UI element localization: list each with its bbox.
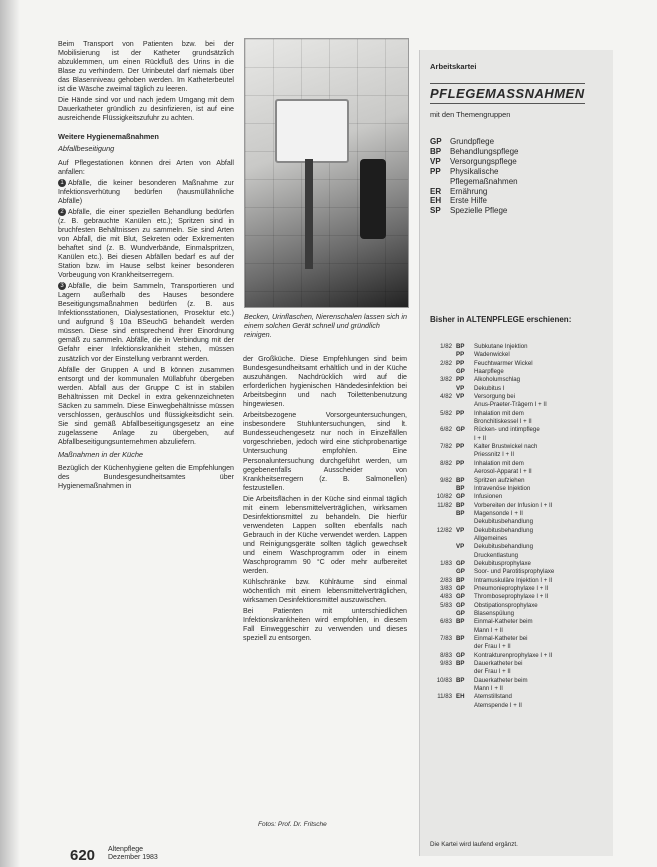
history-code: PP <box>456 443 465 451</box>
history-code: VP <box>456 393 465 401</box>
history-row <box>426 368 610 376</box>
paragraph: Abfälle der Gruppen A und B können zusammen entsorgt und der kommunalen Müllabfuhr übergeben werden. Abfall aus der Gruppe C ist in stabilen Behältnissen mit Deckel in extra gekennzeichneten Säcken zu sammeln. Diese Einwegbehältnisse müssen verschlossen, geräuschlos und flüssigkeitsdicht sein. Sie sind gemäß Abfallbeseitigungsgesetz an eine zugelassene Anlage zu übergeben, auf Abfallbeseitigungsunternehmen abzuliefern. <box>58 365 234 446</box>
group-item <box>430 137 519 147</box>
magazine-name: Altenpflege <box>108 846 144 853</box>
history-code: BP <box>456 660 465 668</box>
history-code: BP <box>456 635 465 643</box>
sub-heading: Abfallbeseitigung <box>58 144 115 154</box>
section-heading: Maßnahmen in der Küche <box>58 449 144 459</box>
history-date: 1/82 <box>440 343 452 350</box>
history-code <box>456 535 474 543</box>
history-code: GP <box>456 568 465 576</box>
magazine-issue: Dezember 1983 <box>108 854 158 861</box>
sidebar-title: PFLEGEMASSNAHMEN <box>430 83 585 104</box>
history-date <box>426 485 456 493</box>
history-topic: Dekubitusprophylaxe <box>474 559 531 567</box>
history-code <box>456 668 474 676</box>
history-topic: Atemspende I + II <box>474 701 522 709</box>
photo-credit: Fotos: Prof. Dr. Fritsche <box>258 821 327 828</box>
history-topic: Blasenspülung <box>474 610 514 617</box>
photo-caption: Becken, Urinflaschen, Nierenschalen lassen sich in einem solchen Gerät schnell und gründlich reinigen. <box>244 312 407 340</box>
history-row <box>426 518 610 526</box>
history-date: 10/83 <box>436 676 452 684</box>
history-topic: Subkutane Injektion <box>474 343 528 350</box>
paragraph: Arbeitsbezogene Vorsorgeuntersuchungen, insbesondere Stuhluntersuchungen, sind lt. Bundesseuchengesetz nur noch in Einzelfällen vorgeschrieben, jedoch wird eine stichprobenartige Untersuchung empfohlen. Eine Personaluntersuchung durchgeführt werden, um gegebenenfalls Ausscheider von Krankheitserregern (z. B. Salmonellen) festzustellen. <box>243 411 407 492</box>
history-topic: Infusionen <box>474 493 503 501</box>
number-2-icon: 2 <box>58 208 66 216</box>
history-topic: Soor- und Parotitisprophylaxe <box>474 568 555 576</box>
history-code: PP <box>456 359 465 367</box>
paragraph: Bei Patienten mit unterschiedlichen Infektionskrankheiten wird empfohlen, in diesem Fall Einweggeschirr zu verwenden und dieses speziell zu entsorgen. <box>243 607 407 643</box>
history-date: 10/82 <box>436 493 452 501</box>
history-topic: Einmal-Katheter bei <box>474 635 528 643</box>
history-topic: I + II <box>474 434 487 442</box>
history-row <box>426 351 610 359</box>
section-heading: Weitere Hygienemaßnahmen <box>58 132 159 142</box>
history-date <box>426 552 456 560</box>
list-item: 1 Abfälle, die keiner besonderen Maßnahme zur Infektionsverhütung bedürfen (hausmüllähnliche Abfälle) <box>58 178 234 205</box>
history-topic: Thromboseprophylaxe I + II <box>474 593 549 601</box>
history-row <box>426 485 610 493</box>
history-date <box>426 368 456 376</box>
history-code: PP <box>456 376 465 384</box>
history-topic: Anus-Praeter-Trägern I + II <box>474 401 547 409</box>
history-code: VP <box>456 543 465 551</box>
history-topic: Aerosol-Apparat I + II <box>474 468 532 476</box>
history-row <box>426 652 610 660</box>
sidebar-tag: Arbeitskartei <box>430 62 477 71</box>
history-row <box>426 602 610 610</box>
group-item <box>430 206 519 216</box>
group-name: Spezielle Pflege <box>450 206 508 216</box>
history-date <box>426 510 456 518</box>
history-date <box>426 668 456 676</box>
history-topic: Dekubitus I <box>474 384 505 392</box>
history-row <box>426 510 610 518</box>
pipe-shape <box>305 159 313 269</box>
history-date: 9/82 <box>440 476 452 484</box>
history-topic: Dauerkatheter bei <box>474 660 523 668</box>
history-code: GP <box>456 368 465 376</box>
history-row <box>426 527 610 535</box>
history-topic: Bronchitiskessel I + II <box>474 418 532 426</box>
history-date: 8/82 <box>440 459 452 467</box>
group-name: Erste Hilfe <box>450 196 487 206</box>
history-date: 1/83 <box>440 559 452 567</box>
history-date <box>426 451 456 459</box>
history-row <box>426 627 610 635</box>
history-code: GP <box>456 593 465 601</box>
history-date <box>426 643 456 651</box>
sink-shape <box>275 99 349 163</box>
group-name: Grundpflege <box>450 137 495 146</box>
history-topic: Dekubitusbehandlung <box>474 526 533 534</box>
container-shape <box>360 159 386 239</box>
history-code <box>456 451 474 459</box>
history-topic: Feuchtwarmer Wickel <box>474 359 533 367</box>
history-topic: Kontrakturenprophylaxe I + II <box>474 651 553 659</box>
history-date <box>426 610 456 618</box>
history-row <box>426 635 610 643</box>
sidebar-footer: Die Kartei wird laufend ergänzt. <box>430 841 518 848</box>
history-code <box>456 468 474 476</box>
history-code <box>456 702 474 710</box>
sidebar-subtitle: mit den Themengruppen <box>430 110 511 119</box>
history-row <box>426 610 610 618</box>
history-date: 7/82 <box>440 443 452 451</box>
history-code: PP <box>456 351 465 359</box>
group-list <box>430 137 519 216</box>
history-date <box>426 468 456 476</box>
history-date <box>426 627 456 635</box>
history-code: GP <box>456 651 465 659</box>
history-date <box>426 385 456 393</box>
history-date <box>426 685 456 693</box>
photo-sink-cleaning-device <box>244 38 409 308</box>
group-name: Pflegemaßnahmen <box>450 176 518 186</box>
history-date: 2/83 <box>440 576 452 584</box>
history-code <box>456 418 474 426</box>
paragraph: der Großküche. Diese Empfehlungen sind beim Bundesgesundheitsamt erhältlich und in der Küche auszuhängen. Nachdrücklich wird auf die erforderlichen hygienischen Händedesinfektion bei Arbeitsbeginn und nach Toilettenbenutzung hingewiesen. <box>243 355 407 409</box>
group-name: Physikalische <box>450 166 499 176</box>
magazine-info <box>108 846 158 862</box>
middle-text-column <box>243 355 407 645</box>
history-row <box>426 668 610 676</box>
history-row <box>426 360 610 368</box>
history-date <box>426 351 456 359</box>
history-row <box>426 343 610 351</box>
list-item: 3 Abfälle, die beim Sammeln, Transportieren und Lagern außerhalb des Hauses besondere Beseitigungsmaßnahmen bedürfen (z. B. aus Infektionsstationen, Dialysestationen, Prosektur etc.) und aufgrund § 10a BSeuchG behandelt werden müssen. Diese sind entsprechend ihrer Einordnung gemäß zu sammeln. Abfälle, die in Verbindung mit der Gefahr einer Infektionskrankheit stehen, müssen zusätzlich vor der Einstellung verbrannt werden. <box>58 282 234 363</box>
history-code: GP <box>456 584 465 592</box>
history-date: 6/82 <box>440 426 452 434</box>
history-topic: Rücken- und intimpflege <box>474 426 540 434</box>
history-code: PP <box>456 409 465 417</box>
history-topic: Magensonde I + II <box>474 509 523 517</box>
history-code <box>456 401 474 409</box>
history-code <box>456 435 474 443</box>
history-code: GP <box>456 601 465 609</box>
history-topic: Kalter Brustwickel nach <box>474 443 538 451</box>
group-item <box>430 196 519 206</box>
number-3-icon: 3 <box>58 282 66 290</box>
history-code: BP <box>456 343 465 350</box>
history-code: BP <box>456 476 465 484</box>
history-topic: Mann I + II <box>474 626 503 634</box>
history-row <box>426 460 610 468</box>
history-code: BP <box>456 676 465 684</box>
history-topic: Atemstillstand <box>474 693 512 701</box>
paragraph: Kühlschränke bzw. Kühlräume sind einmal wöchentlich mit einem lebensmittelverträglichen, wirksamen Desinfektionsmittel auszuwischen. <box>243 578 407 605</box>
history-code: PP <box>456 459 465 467</box>
history-code <box>456 685 474 693</box>
history-topic: der Frau I + II <box>474 643 511 651</box>
paragraph: Die Hände sind vor und nach jedem Umgang mit dem Dauerkatheter gründlich zu desinfizieren, ist auf eine ausreichende Flüssigkeitszufuhr zu achten. <box>58 96 234 123</box>
history-topic: Dekubitusbehandlung <box>474 518 533 526</box>
history-date <box>426 435 456 443</box>
history-date <box>426 702 456 710</box>
history-date: 7/83 <box>440 635 452 643</box>
history-code: BP <box>456 618 465 626</box>
history-row <box>426 535 610 543</box>
group-item <box>430 167 519 177</box>
history-row <box>426 660 610 668</box>
sidebar-arbeitskartei <box>419 50 613 856</box>
history-row <box>426 543 610 551</box>
history-topic: Intravenöse Injektion <box>474 484 531 492</box>
history-date <box>426 401 456 409</box>
history-date: 11/83 <box>437 693 452 701</box>
group-item <box>430 177 519 187</box>
group-item <box>430 157 519 167</box>
group-code: EH <box>430 196 442 206</box>
group-code: VP <box>430 156 441 166</box>
history-row <box>426 418 610 426</box>
group-name: Versorgungspflege <box>450 156 517 166</box>
history-code <box>456 518 474 526</box>
number-1-icon: 1 <box>58 179 66 187</box>
history-row <box>426 685 610 693</box>
history-code: BP <box>456 576 465 584</box>
history-date <box>426 535 456 543</box>
history-row <box>426 477 610 485</box>
paragraph: Auf Pflegestationen können drei Arten von Abfall anfallen: <box>58 158 234 176</box>
history-date: 4/83 <box>440 593 452 601</box>
history-date: 9/83 <box>440 660 452 668</box>
history-row <box>426 443 610 451</box>
history-list <box>426 343 610 710</box>
history-row <box>426 393 610 401</box>
history-topic: Mann I + II <box>474 685 503 693</box>
history-row <box>426 468 610 476</box>
history-row <box>426 618 610 626</box>
history-date: 12/82 <box>436 526 452 534</box>
history-code: BP <box>456 509 465 517</box>
history-topic: Obstipationsprophylaxe <box>474 601 538 609</box>
history-row <box>426 401 610 409</box>
left-text-column <box>58 40 234 493</box>
history-date: 6/83 <box>440 618 452 626</box>
history-date <box>426 518 456 526</box>
history-topic: Haarpflege <box>474 368 504 376</box>
history-code: GP <box>456 610 465 617</box>
history-row <box>426 677 610 685</box>
page-binding-shadow <box>0 0 20 867</box>
group-name: Ernährung <box>450 186 488 196</box>
history-topic: Wadenwickel <box>474 351 510 359</box>
group-name: Behandlungspflege <box>450 146 519 156</box>
history-code: GP <box>456 559 465 567</box>
group-code: SP <box>430 206 441 216</box>
history-code: GP <box>456 493 465 501</box>
group-item <box>430 147 519 157</box>
history-code: BP <box>456 501 465 509</box>
history-row <box>426 493 610 501</box>
history-date: 3/82 <box>440 376 452 384</box>
history-row <box>426 410 610 418</box>
history-topic: der Frau I + II <box>474 668 511 676</box>
history-row <box>426 693 610 701</box>
history-code <box>456 552 474 560</box>
history-date <box>426 418 456 426</box>
history-row <box>426 502 610 510</box>
history-row <box>426 376 610 384</box>
history-code: VP <box>456 526 465 534</box>
history-date: 5/82 <box>440 409 452 417</box>
history-row <box>426 643 610 651</box>
paragraph: Beim Transport von Patienten bzw. bei der Mobilisierung ist der Katheter grundsätzlich abzuklemmen, um einen Rückfluß des Urins in die Blase zu verhindern. Der Urinbeutel darf niemals über das Blasenniveau gehoben werden. Im Katheterbeutel ist die Wäsche zweimal täglich zu leeren. <box>58 40 234 94</box>
history-row <box>426 577 610 585</box>
history-topic: Priessnitz I + II <box>474 451 515 459</box>
history-row <box>426 702 610 710</box>
history-code: BP <box>456 484 465 492</box>
group-code: ER <box>430 186 442 196</box>
history-date: 4/82 <box>440 393 452 401</box>
history-code: VP <box>456 384 465 392</box>
group-code: GP <box>430 137 442 146</box>
history-code: EH <box>456 693 465 701</box>
history-date: 8/83 <box>440 651 452 659</box>
history-row <box>426 593 610 601</box>
history-row <box>426 426 610 434</box>
history-date <box>426 568 456 576</box>
history-date: 5/83 <box>440 601 452 609</box>
history-row <box>426 385 610 393</box>
history-topic: Versorgung bei <box>474 393 515 401</box>
history-code <box>456 627 474 635</box>
history-topic: Druckentlastung <box>474 551 519 559</box>
history-title: Bisher in ALTENPFLEGE erschienen: <box>430 315 572 324</box>
paragraph: Die Arbeitsflächen in der Küche sind einmal täglich mit einem lebensmittelverträglichen, wirksamen Desinfektionsmittel zu behandeln. Die hierfür verwendeten Lappen sollten ebenfalls nach Gebrauch in der Küche verwendet werden. Lappen und Reinigungsgeräte sollten täglich gewechselt und einem Waschprogramm oder in einem Waschprogramm 90 °C oder mehr aufbereitet werden. <box>243 494 407 576</box>
history-topic: Inhalation mit dem <box>474 409 524 417</box>
history-topic: Intramuskuläre Injektion I + II <box>474 576 553 584</box>
history-row <box>426 435 610 443</box>
history-topic: Einmal-Katheter beim <box>474 618 533 626</box>
paragraph: Bezüglich der Küchenhygiene gelten die Empfehlungen des Bundesgesundheitsamtes über Hygienemaßnahmen in <box>58 464 234 491</box>
history-row <box>426 552 610 560</box>
history-topic: Spritzen aufziehen <box>474 476 525 484</box>
history-topic: Pneumonieprophylaxe I + II <box>474 584 549 592</box>
history-topic: Alkoholumschlag <box>474 376 521 384</box>
history-topic: Dekubitusbehandlung <box>474 543 533 551</box>
history-date <box>426 543 456 551</box>
history-row <box>426 568 610 576</box>
page-number: 620 <box>70 847 96 864</box>
history-topic: Inhalation mit dem <box>474 459 524 467</box>
history-topic: Dauerkatheter beim <box>474 676 528 684</box>
history-code <box>456 643 474 651</box>
history-topic: Vorbereiten der Infusion I + II <box>474 501 553 509</box>
history-row <box>426 585 610 593</box>
group-code: PP <box>430 166 441 176</box>
history-code: GP <box>456 426 465 434</box>
history-date: 11/82 <box>437 501 452 509</box>
list-item: 2 Abfälle, die einer speziellen Behandlung bedürfen (z. B. gebrauchte Kanülen etc.); Spritzen sind in bruchfesten Behältnissen zu sammeln. Sie sind Arten von Abfall, die mit Blut, Sekreten oder Exkrementen behaftet sind (z. B. Wundverbände, Einmalspritzen, Kanülen etc.). Bei diesen Abfällen bedarf es auf der Station bzw. im Hause selbst keiner besonderen Vorbeugung von Krankheitserregern. <box>58 207 234 280</box>
group-code: BP <box>430 146 442 156</box>
history-date: 2/82 <box>440 359 452 367</box>
group-item <box>430 187 519 197</box>
history-topic: Allgemeines <box>474 534 508 542</box>
history-row <box>426 451 610 459</box>
history-row <box>426 560 610 568</box>
history-date: 3/83 <box>440 584 452 592</box>
